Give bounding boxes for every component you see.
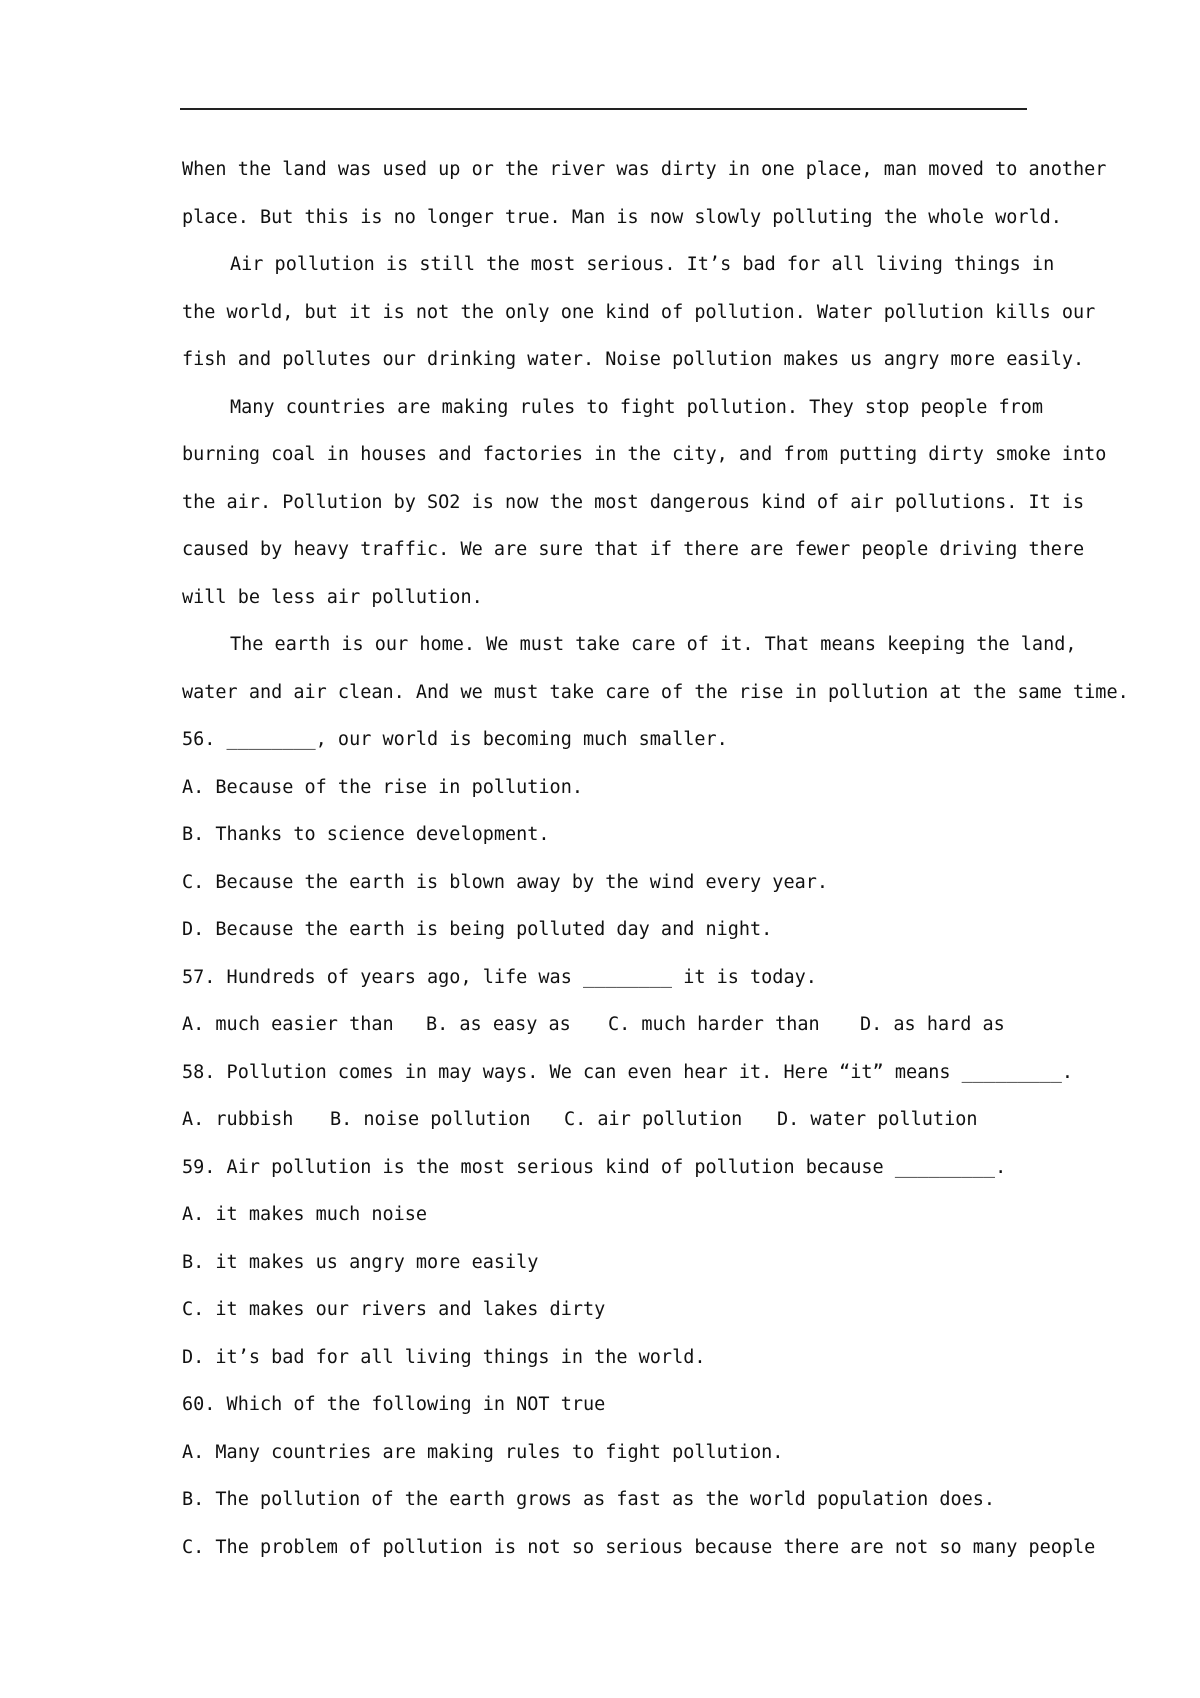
option-58c: C. air pollution <box>564 1109 743 1130</box>
option-59d: D. it’s bad for all living things in the world. <box>182 1346 706 1368</box>
passage-line: Air pollution is still the most serious. It’s bad for all living things in <box>230 254 1055 275</box>
document-page <box>182 150 1129 1575</box>
option-60c: C. The problem of pollution is not so serious because there are not so many people <box>182 1536 1096 1558</box>
option-59c: C. it makes our rivers and lakes dirty <box>182 1299 606 1320</box>
option-57c: C. much harder than <box>608 1014 820 1035</box>
passage-line: the world, but it is not the only one kind of pollution. Water pollution kills our <box>182 301 1096 323</box>
passage-line: water and air clean. And we must take care of the rise in pollution at the same time. <box>182 681 1129 703</box>
passage-line: burning coal in houses and factories in the city, and from putting dirty smoke into <box>182 444 1107 465</box>
option-58a: A. rubbish <box>182 1109 294 1130</box>
options-57 <box>182 1005 1027 1053</box>
options-58 <box>182 1100 1027 1148</box>
reading-passage <box>182 150 1129 720</box>
passage-line: caused by heavy traffic. We are sure that if there are fewer people driving there <box>182 539 1085 560</box>
option-60b: B. The pollution of the earth grows as fast as the world population does. <box>182 1489 996 1510</box>
header-rule <box>180 108 1027 110</box>
option-56a: A. Because of the rise in pollution. <box>182 776 583 798</box>
passage-line: will be less air pollution. <box>182 586 483 608</box>
option-57b: B. as easy as <box>426 1014 571 1035</box>
option-56c: C. Because the earth is blown away by the wind every year. <box>182 871 829 893</box>
question-57: 57. Hundreds of years ago, life was ________ it is today. <box>182 966 817 988</box>
option-59a: A. it makes much noise <box>182 1204 428 1225</box>
option-59b: B. it makes us angry more easily <box>182 1251 539 1273</box>
option-56b: B. Thanks to science development. <box>182 824 550 845</box>
passage-line: The earth is our home. We must take care of it. That means keeping the land, <box>230 634 1077 655</box>
passage-line: place. But this is no longer true. Man is now slowly polluting the whole world. <box>182 206 1062 228</box>
passage-line: the air. Pollution by SO2 is now the most dangerous kind of air pollutions. It is <box>182 491 1085 513</box>
question-56: 56. ________, our world is becoming much smaller. <box>182 729 728 750</box>
option-60a: A. Many countries are making rules to fight pollution. <box>182 1441 784 1463</box>
question-58: 58. Pollution comes in may ways. We can even hear it. Here “it” means _________. <box>182 1061 1074 1083</box>
option-58d: D. water pollution <box>777 1109 978 1130</box>
passage-line: Many countries are making rules to fight pollution. They stop people from <box>230 396 1044 418</box>
question-59: 59. Air pollution is the most serious kind of pollution because _________. <box>182 1156 1007 1178</box>
option-57d: D. as hard as <box>860 1014 1005 1035</box>
option-57a: A. much easier than <box>182 1014 394 1035</box>
passage-line: fish and pollutes our drinking water. Noise pollution makes us angry more easily. <box>182 349 1085 370</box>
question-60: 60. Which of the following in NOT true <box>182 1394 606 1415</box>
passage-line: When the land was used up or the river was dirty in one place, man moved to another <box>182 159 1107 180</box>
option-56d: D. Because the earth is being polluted day and night. <box>182 919 773 940</box>
option-58b: B. noise pollution <box>330 1109 531 1130</box>
